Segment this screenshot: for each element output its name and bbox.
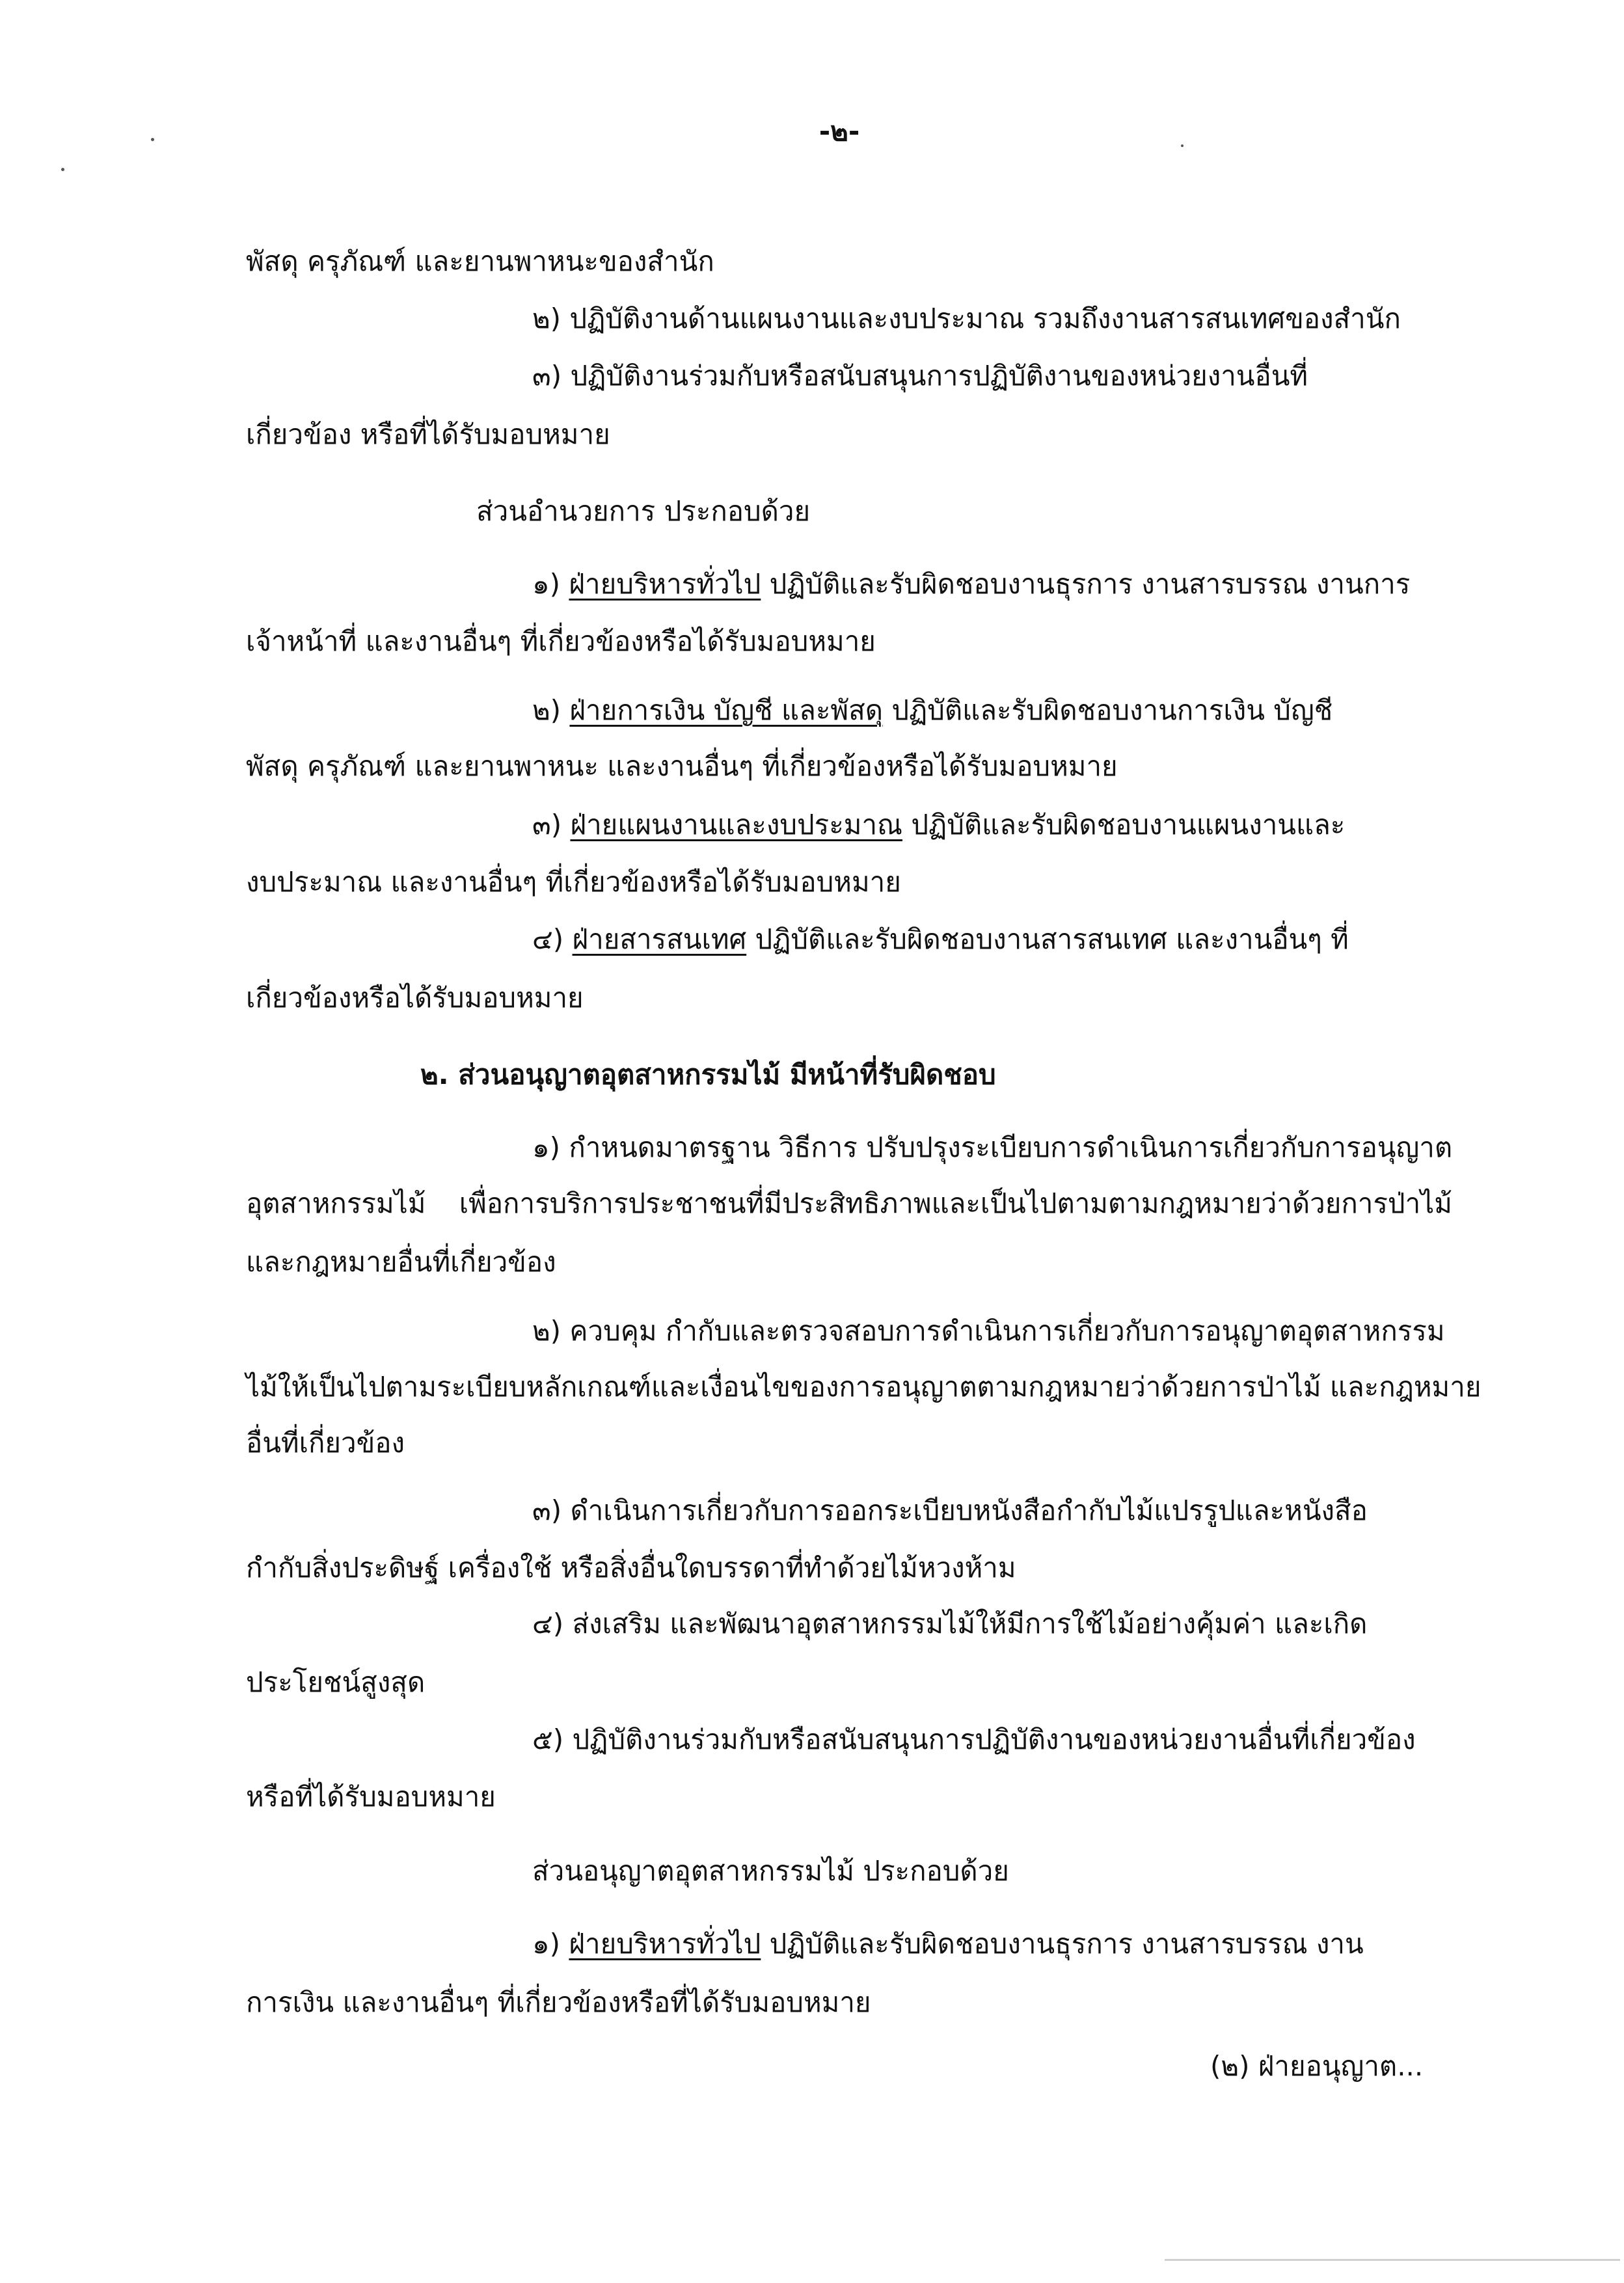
section-2-subheading: ส่วนอนุญาตอุตสาหกรรมไม้ ประกอบด้วย [532, 1855, 1009, 1887]
unit-number: ๑) [532, 568, 569, 600]
unit-name: ฝ่ายบริหารทั่วไป [569, 1928, 761, 1960]
unit-description: ปฏิบัติและรับผิดชอบงานธุรการ งานสารบรรณ งานการ [761, 568, 1411, 600]
duty-1-line-1: ๑) กำหนดมาตรฐาน วิธีการ ปรับปรุงระเบียบการดำเนินการเกี่ยวกับการอนุญาต [532, 1131, 1453, 1163]
admin-unit-2 [532, 691, 1333, 730]
admin-unit-4 [532, 920, 1349, 959]
unit-description: ปฏิบัติและรับผิดชอบงานสารสนเทศ และงานอื่นๆ ที่ [746, 923, 1349, 955]
duty-2-line-2: ไม้ให้เป็นไปตามระเบียบหลักเกณฑ์และเงื่อนไขของการอนุญาตตามกฎหมายว่าด้วยการป่าไม้ และกฎหมาย [246, 1371, 1482, 1403]
scan-speck [61, 168, 64, 171]
unit-description: ปฏิบัติและรับผิดชอบงานแผนงานและ [902, 809, 1346, 841]
page-number: -๒- [819, 115, 860, 147]
admin-unit-2-cont: พัสดุ ครุภัณฑ์ และยานพาหนะ และงานอื่นๆ ที่เกี่ยวข้องหรือได้รับมอบหมาย [246, 750, 1118, 782]
duty-item-3-cont: เกี่ยวข้อง หรือที่ได้รับมอบหมาย [246, 418, 610, 450]
duty-5-line-1: ๕) ปฏิบัติงานร่วมกับหรือสนับสนุนการปฏิบัติงานของหน่วยงานอื่นที่เกี่ยวข้อง [532, 1723, 1416, 1755]
duty-4-line-1: ๔) ส่งเสริม และพัฒนาอุตสาหกรรมไม้ให้มีการใช้ไม้อย่างคุ้มค่า และเกิด [532, 1608, 1368, 1640]
scan-edge-noise [1165, 2259, 1620, 2261]
unit-description: ปฏิบัติและรับผิดชอบงานการเงิน บัญชี [883, 694, 1333, 726]
duty-5-line-2: หรือที่ได้รับมอบหมาย [246, 1781, 496, 1813]
duty-3-line-2: กำกับสิ่งประดิษฐ์ เครื่องใช้ หรือสิ่งอื่นใดบรรดาที่ทำด้วยไม้หวงห้าม [246, 1552, 1016, 1584]
unit-name: ฝ่ายการเงิน บัญชี และพัสดุ [569, 694, 883, 726]
unit-number: ๒) [532, 694, 570, 726]
duty-item-2: ๒) ปฏิบัติงานด้านแผนงานและงบประมาณ รวมถึงงานสารสนเทศของสำนัก [532, 303, 1401, 334]
admin-unit-3 [532, 805, 1345, 844]
unit-number: ๔) [532, 923, 573, 955]
unit-number: ๓) [532, 809, 571, 841]
section-2-unit-1 [532, 1925, 1364, 1964]
scan-speck [151, 138, 154, 141]
duty-3-line-1: ๓) ดำเนินการเกี่ยวกับการออกระเบียบหนังสือกำกับไม้แปรรูปและหนังสือ [532, 1494, 1368, 1526]
section-2-unit-1-cont: การเงิน และงานอื่นๆ ที่เกี่ยวข้องหรือที่ได้รับมอบหมาย [246, 1986, 871, 2018]
unit-description: ปฏิบัติและรับผิดชอบงานธุรการ งานสารบรรณ งาน [761, 1928, 1364, 1960]
duty-4-line-2: ประโยชน์สูงสุด [246, 1666, 426, 1698]
admin-unit-4-cont: เกี่ยวข้องหรือได้รับมอบหมาย [246, 982, 584, 1014]
admin-unit-3-cont: งบประมาณ และงานอื่นๆ ที่เกี่ยวข้องหรือได้รับมอบหมาย [246, 866, 901, 898]
unit-name: ฝ่ายแผนงานและงบประมาณ [570, 809, 902, 841]
scan-speck [1181, 144, 1184, 147]
unit-name: ฝ่ายสารสนเทศ [572, 923, 747, 955]
admin-unit-1 [532, 565, 1410, 604]
unit-name: ฝ่ายบริหารทั่วไป [569, 568, 761, 600]
admin-unit-1-cont: เจ้าหน้าที่ และงานอื่นๆ ที่เกี่ยวข้องหรือได้รับมอบหมาย [246, 625, 876, 657]
duty-2-line-3: อื่นที่เกี่ยวข้อง [246, 1427, 405, 1459]
duty-1-line-2: อุตสาหกรรมไม้ เพื่อการบริการประชาชนที่มีประสิทธิภาพและเป็นไปตามตามกฎหมายว่าด้วยการป่าไม้ [246, 1187, 1452, 1219]
duty-1-line-3: และกฎหมายอื่นที่เกี่ยวข้อง [246, 1246, 556, 1278]
admin-section-heading: ส่วนอำนวยการ ประกอบด้วย [476, 495, 811, 527]
unit-number: ๑) [532, 1928, 569, 1960]
section-2-heading: ๒. ส่วนอนุญาตอุตสาหกรรมไม้ มีหน้าที่รับผิดชอบ [420, 1059, 996, 1090]
duty-2-line-1: ๒) ควบคุม กำกับและตรวจสอบการดำเนินการเกี่ยวกับการอนุญาตอุตสาหกรรม [532, 1315, 1445, 1347]
continuation-note: (๒) ฝ่ายอนุญาต... [1210, 2050, 1424, 2082]
duty-item-3: ๓) ปฏิบัติงานร่วมกับหรือสนับสนุนการปฏิบัติงานของหน่วยงานอื่นที่ [532, 360, 1308, 392]
continued-line: พัสดุ ครุภัณฑ์ และยานพาหนะของสำนัก [246, 245, 714, 277]
